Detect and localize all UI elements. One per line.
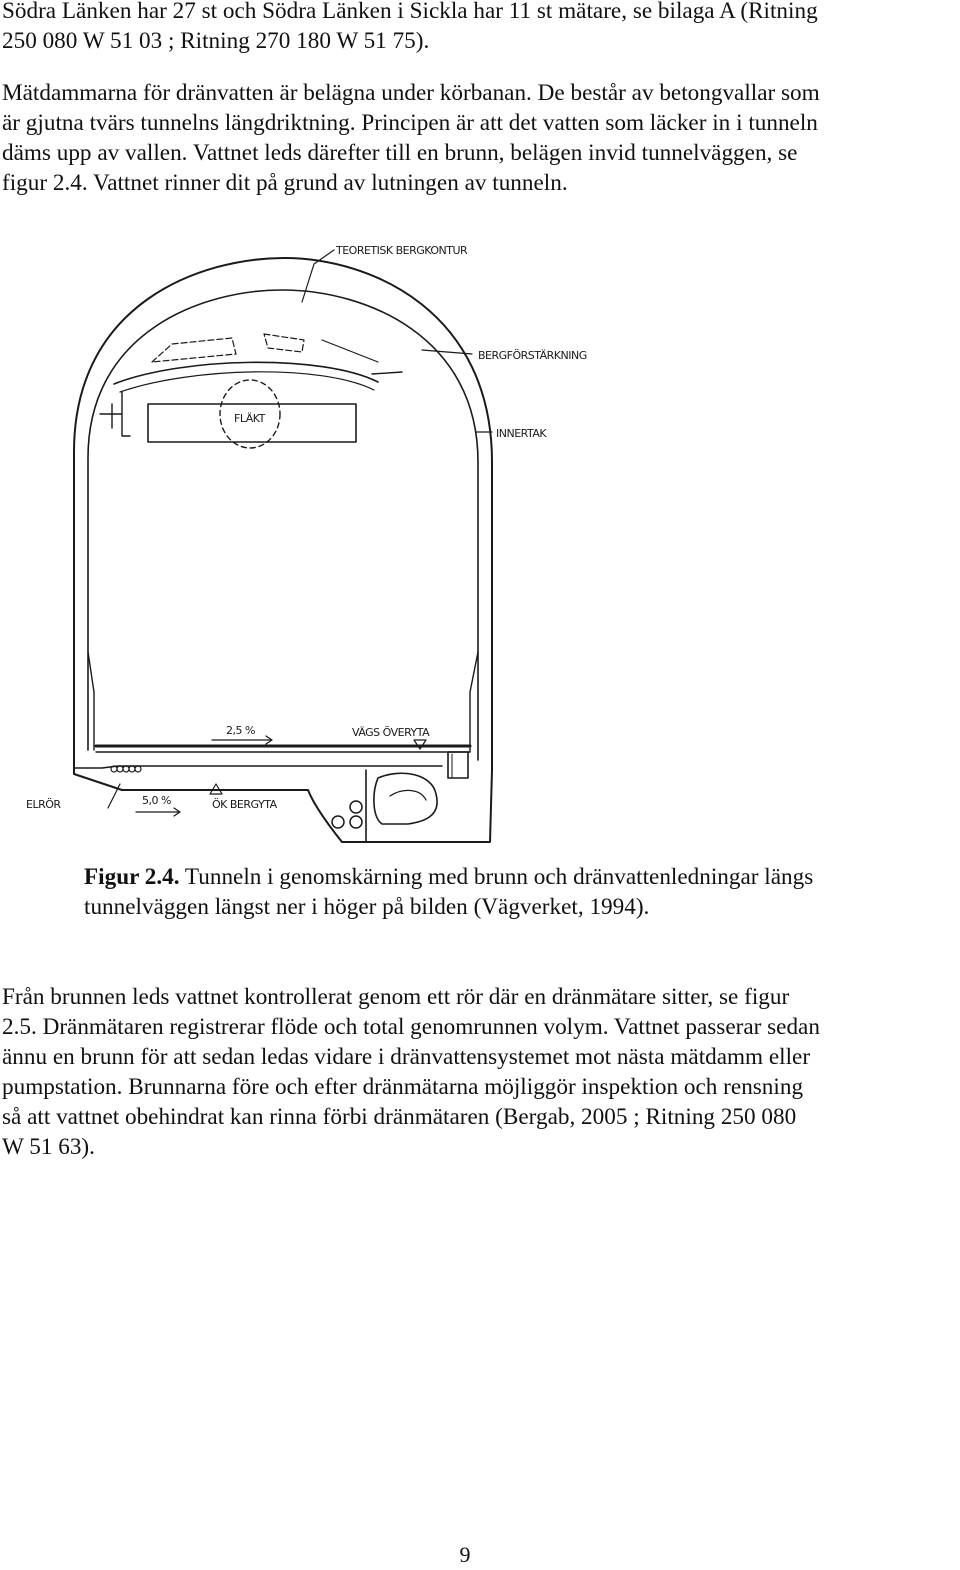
label-innertak: INNERTAK xyxy=(496,427,547,440)
label-elror: ELRÖR xyxy=(26,798,61,811)
text-line: Från brunnen leds vattnet kontrollerat genom ett rör där en dränmätare sitter, se figur xyxy=(2,984,790,1010)
label-bergforstarkning: BERGFÖRSTÄRKNING xyxy=(478,349,587,362)
figure-caption xyxy=(84,862,954,922)
outer-rock-contour xyxy=(74,258,492,842)
label-vags-overyta: VÄGS ÖVERYTA xyxy=(352,726,430,739)
text-line: 250 080 W 51 03 ; Ritning 270 180 W 51 75). xyxy=(2,28,430,54)
label-slope-road: 2,5 % xyxy=(226,724,255,737)
caption-text: Tunneln i genomskärning med brunn och dränvattenledningar längs xyxy=(179,864,814,890)
paragraph-matdammar xyxy=(2,78,958,198)
caption-label: Figur 2.4. xyxy=(84,864,180,890)
caption-text: tunnelväggen längst ner i höger på bilden (Vägverket, 1994). xyxy=(84,894,650,920)
text-line: Södra Länken har 27 st och Södra Länken i Sickla har 11 st mätare, se bilaga A (Ritning xyxy=(2,0,818,24)
text-line: är gjutna tvärs tunnelns längdriktning. Principen är att det vatten som läcker in i tunneln xyxy=(2,110,818,136)
page-number: 9 xyxy=(459,1542,471,1567)
text-line: så att vattnet obehindrat kan rinna förbi dränmätaren (Bergab, 2005 ; Ritning 250 080 xyxy=(2,1104,797,1130)
text-line: figur 2.4. Vattnet rinner dit på grund av lutningen av tunneln. xyxy=(2,170,568,196)
text-line: W 51 63). xyxy=(2,1134,95,1160)
text-line: däms upp av vallen. Vattnet leds därefter till en brunn, belägen invid tunnelväggen, se xyxy=(2,140,798,166)
paragraph-brunn xyxy=(2,982,958,1162)
drain-well xyxy=(448,752,468,778)
label-flakt: FLÄKT xyxy=(234,412,265,425)
text-line: pumpstation. Brunnarna före och efter dränmätarna möjliggör inspektion och rensning xyxy=(2,1074,804,1100)
label-ok-bergyta: ÖK BERGYTA xyxy=(212,798,277,811)
inner-lining xyxy=(88,290,478,760)
label-slope-rock: 5,0 % xyxy=(142,794,171,807)
label-teoretisk-bergkontur: TEORETISK BERGKONTUR xyxy=(336,244,468,257)
paragraph-intro xyxy=(2,0,958,56)
text-line: Mätdammarna för dränvatten är belägna under körbanan. De består av betongvallar som xyxy=(2,80,820,106)
tunnel-cross-section-figure xyxy=(22,222,602,852)
text-line: 2.5. Dränmätaren registrerar flöde och total genomrunnen volym. Vattnet passerar sedan xyxy=(2,1014,820,1040)
text-line: ännu en brunn för att sedan ledas vidare i dränvattensystemet mot nästa mätdamm eller xyxy=(2,1044,811,1070)
